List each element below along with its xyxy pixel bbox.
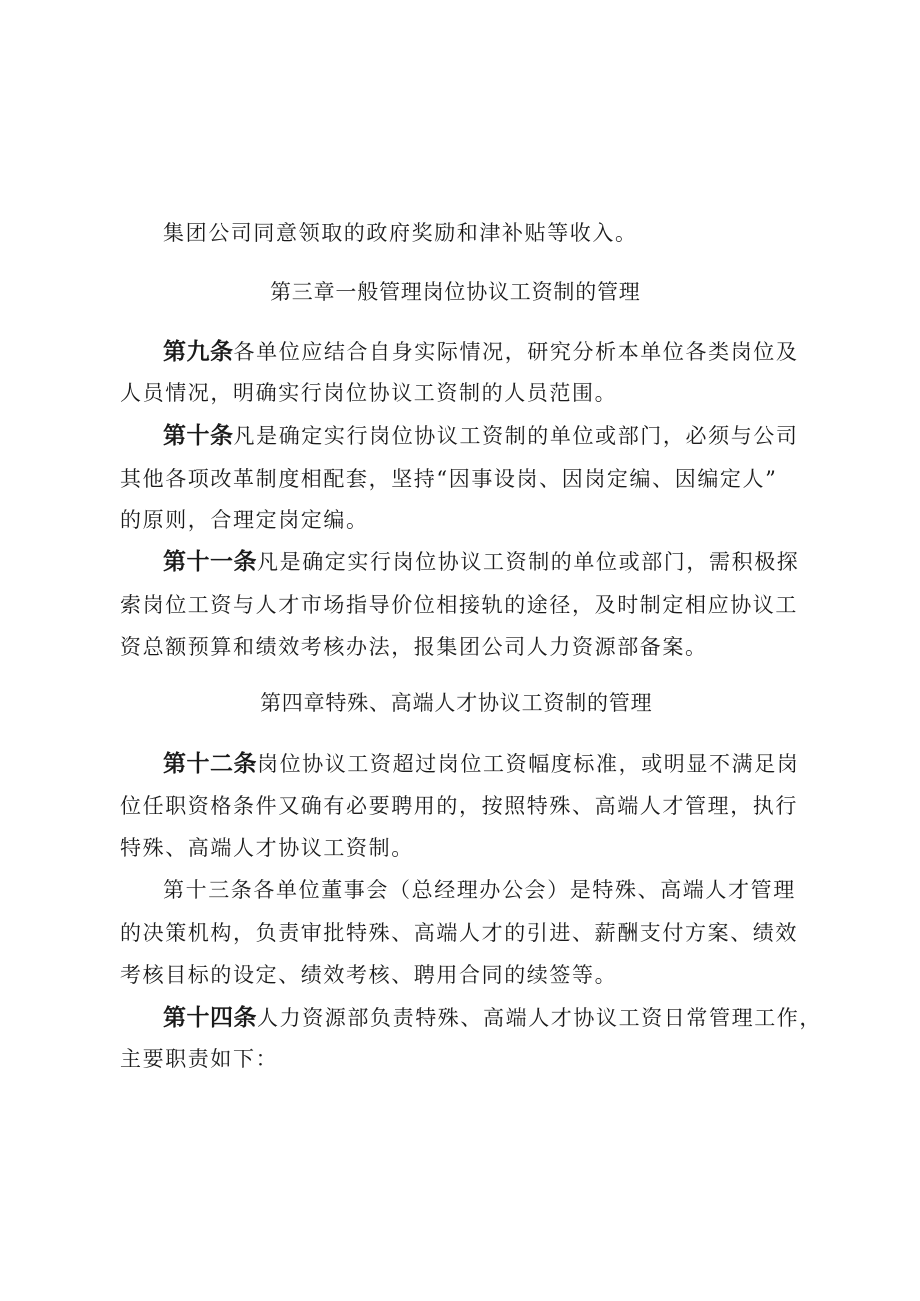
article-label: 第十二条 [163,751,257,777]
article-label: 第九条 [163,339,234,365]
article-14-line-1 [163,1003,822,1033]
article-text: 凡是确定实行岗位协议工资制的单位或部门，需积极探 [257,550,800,574]
article-10-line-2: 其他各项改革制度相配套，坚持“因事设岗、因岗定编、因编定人” [120,467,778,491]
chapter-heading: 第三章一般管理岗位协议工资制的管理 [270,280,641,304]
article-13-line-3: 考核目标的设定、绩效考核、聘用合同的续签等。 [120,963,618,987]
article-12-line-2: 位任职资格条件又确有必要聘用的，按照特殊、高端人才管理，执行 [120,794,798,818]
article-text: 各单位应结合自身实际情况，研究分析本单位各类岗位及 [233,340,799,364]
article-11-line-1 [163,547,799,577]
article-11-line-2: 索岗位工资与人才市场指导价位相接轨的途径，及时制定相应协议工 [120,593,798,617]
article-text: 人力资源部负责特殊、高端人才协议工资日常管理工作， [257,1006,822,1030]
article-text: 岗位协议工资超过岗位工资幅度标准，或明显不满足岗 [257,752,800,776]
article-10-line-1 [163,421,799,451]
article-label: 第十一条 [163,549,257,575]
article-12-line-1 [163,749,799,779]
article-text: 凡是确定实行岗位协议工资制的单位或部门，必须与公司 [233,424,799,448]
article-9-line-2: 人员情况，明确实行岗位协议工资制的人员范围。 [120,381,618,405]
article-13-line-2: 的决策机构，负责审批特殊、高端人才的引进、薪酬支付方案、绩效 [120,921,798,945]
article-12-line-3: 特殊、高端人才协议工资制。 [120,836,414,860]
article-label: 第十条 [163,423,234,449]
chapter-heading: 第四章特殊、高端人才协议工资制的管理 [260,691,653,715]
article-14-line-2: 主要职责如下： [120,1047,279,1071]
article-9-line-1 [163,337,799,367]
paragraph-line: 集团公司同意领取的政府奖励和津补贴等收入。 [163,221,638,245]
article-10-line-3: 的原则，合理定岗定编。 [120,508,369,532]
article-13-line-1: 第十三条各单位董事会（总经理办公会）是特殊、高端人才管理 [163,878,796,902]
article-11-line-3: 资总额预算和绩效考核办法，报集团公司人力资源部备案。 [120,635,708,659]
article-label: 第十四条 [163,1005,257,1031]
